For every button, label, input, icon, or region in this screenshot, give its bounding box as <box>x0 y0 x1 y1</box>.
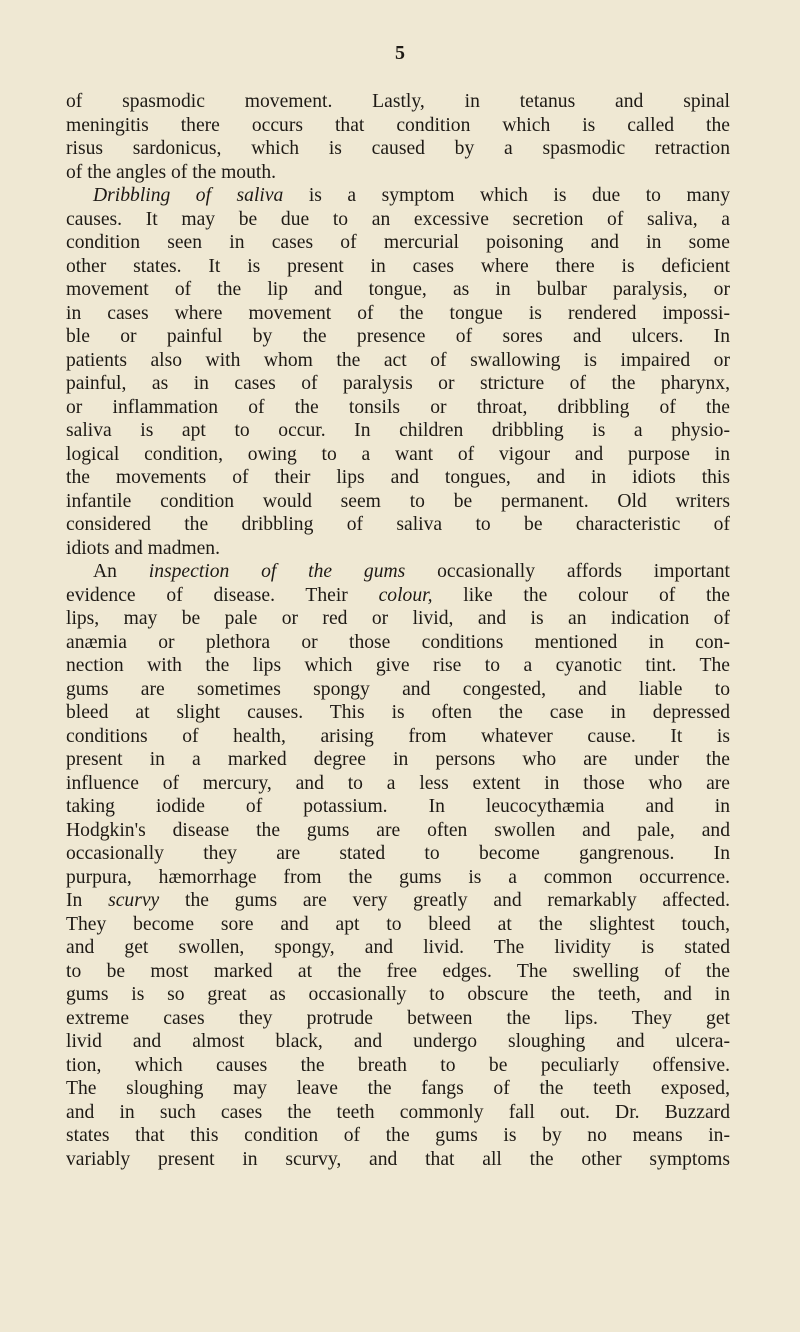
text-line <box>66 725 730 749</box>
text-line <box>66 325 730 349</box>
text-line <box>66 1054 730 1078</box>
line-text: occasionally they are stated to become gangrenous. In <box>66 843 730 864</box>
text-line <box>66 866 730 890</box>
italic-term: scurvy <box>108 890 160 911</box>
text-line <box>66 1007 730 1031</box>
text-line <box>66 443 730 467</box>
text-line <box>66 983 730 1007</box>
text-line <box>66 255 730 279</box>
text-line <box>66 772 730 796</box>
line-text: movement of the lip and tongue, as in bulbar paralysis, or <box>66 279 730 300</box>
text-line <box>66 678 730 702</box>
line-text: present in a marked degree in persons who are under the <box>66 749 730 770</box>
text-line <box>66 748 730 772</box>
line-text: anæmia or plethora or those conditions mentioned in con- <box>66 631 730 653</box>
line-text: influence of mercury, and to a less extent in those who are <box>66 772 730 794</box>
text-line <box>66 419 730 443</box>
text-line <box>66 1101 730 1125</box>
text-line <box>66 960 730 984</box>
line-text: extreme cases they protrude between the lips. They get <box>66 1007 730 1029</box>
line-text: lips, may be pale or red or livid, and is an indication of <box>66 608 730 629</box>
line-text: The sloughing may leave the fangs of the teeth exposed, <box>66 1078 730 1099</box>
text-line <box>66 114 730 138</box>
line-text: In <box>66 890 109 911</box>
line-text: infantile condition would seem to be permanent. Old writers <box>66 490 730 512</box>
line-text: evidence of disease. Their <box>66 584 379 606</box>
line-text: Hodgkin's disease the gums are often swollen and pale, and <box>66 819 730 841</box>
italic-term: Dribbling of saliva <box>93 185 284 206</box>
line-text: saliva is apt to occur. In children dribbling is a physio- <box>66 420 730 441</box>
line-text: and in such cases the teeth commonly fall out. Dr. Buzzard <box>66 1101 730 1123</box>
text-line <box>66 537 730 561</box>
line-text: gums is so great as occasionally to obscure the teeth, and in <box>66 984 730 1005</box>
page-number: 5 <box>395 42 405 64</box>
line-text: idiots and madmen. <box>66 537 221 559</box>
body-text <box>66 90 730 1171</box>
line-text: patients also with whom the act of swallowing is impaired or <box>66 349 730 371</box>
line-text: considered the dribbling of saliva to be characteristic of <box>66 514 730 535</box>
line-text: logical condition, owing to a want of vigour and purpose in <box>66 443 730 465</box>
text-line <box>66 90 730 114</box>
line-text: the gums are very greatly and remarkably affected. <box>159 890 730 911</box>
text-line <box>66 913 730 937</box>
line-text: ble or painful by the presence of sores and ulcers. In <box>66 326 730 347</box>
line-text: the movements of their lips and tongues, and in idiots this <box>66 467 730 488</box>
line-text: livid and almost black, and undergo sloughing and ulcera- <box>66 1031 730 1052</box>
text-line <box>66 1124 730 1148</box>
text-line <box>66 1030 730 1054</box>
line-text: is a symptom which is due to many <box>283 185 730 206</box>
line-text: bleed at slight causes. This is often the case in depressed <box>66 702 730 723</box>
line-text: to be most marked at the free edges. The swelling of the <box>66 960 730 982</box>
line-text: nection with the lips which give rise to a cyanotic tint. The <box>66 655 730 676</box>
line-text: states that this condition of the gums is by no means in- <box>66 1125 730 1146</box>
text-line <box>66 466 730 490</box>
line-text: conditions of health, arising from whatever cause. It is <box>66 725 730 747</box>
text-line <box>66 161 730 185</box>
text-line <box>66 654 730 678</box>
text-line <box>66 842 730 866</box>
line-text: An <box>93 561 149 582</box>
line-text: of spasmodic movement. Lastly, in tetanus and spinal <box>66 91 730 112</box>
text-line <box>66 1148 730 1172</box>
line-text: meningitis there occurs that condition which is called the <box>66 114 730 136</box>
line-text: gums are sometimes spongy and congested, and liable to <box>66 678 730 700</box>
line-text: like the colour of the <box>432 584 730 606</box>
line-text: or inflammation of the tonsils or throat, dribbling of the <box>66 396 730 418</box>
text-line <box>66 490 730 514</box>
text-line <box>66 936 730 960</box>
text-line <box>66 701 730 725</box>
text-line <box>66 795 730 819</box>
text-line <box>66 1077 730 1101</box>
line-text: purpura, hæmorrhage from the gums is a common occurrence. <box>66 866 730 888</box>
text-line <box>66 584 730 608</box>
line-text: painful, as in cases of paralysis or stricture of the pharynx, <box>66 373 730 394</box>
line-text: causes. It may be due to an excessive secretion of saliva, a <box>66 208 730 230</box>
line-text: other states. It is present in cases where there is deficient <box>66 255 730 277</box>
line-text: variably present in scurvy, and that all the other symptoms <box>66 1148 730 1170</box>
text-line <box>66 819 730 843</box>
text-line <box>66 349 730 373</box>
line-text: They become sore and apt to bleed at the slightest touch, <box>66 913 730 935</box>
line-text: in cases where movement of the tongue is rendered impossi- <box>66 302 730 324</box>
text-line <box>66 513 730 537</box>
text-line <box>66 889 730 913</box>
line-text: risus sardonicus, which is caused by a spasmodic retraction <box>66 138 730 159</box>
italic-term: colour, <box>378 584 433 606</box>
text-line <box>66 396 730 420</box>
italic-term: inspection of the gums <box>148 561 406 582</box>
line-text: tion, which causes the breath to be peculiarly offensive. <box>66 1054 730 1076</box>
text-line <box>66 607 730 631</box>
text-line <box>66 137 730 161</box>
text-line <box>66 631 730 655</box>
text-line <box>66 560 730 584</box>
line-text: occasionally affords important <box>405 561 730 582</box>
text-line <box>66 302 730 326</box>
text-line <box>66 231 730 255</box>
line-text: condition seen in cases of mercurial poisoning and in some <box>66 232 730 253</box>
text-line <box>66 372 730 396</box>
text-line <box>66 278 730 302</box>
line-text: of the angles of the mouth. <box>66 161 277 183</box>
text-line <box>66 184 730 208</box>
line-text: taking iodide of potassium. In leucocythæmia and in <box>66 796 730 817</box>
line-text: and get swollen, spongy, and livid. The lividity is stated <box>66 937 730 958</box>
text-line <box>66 208 730 232</box>
